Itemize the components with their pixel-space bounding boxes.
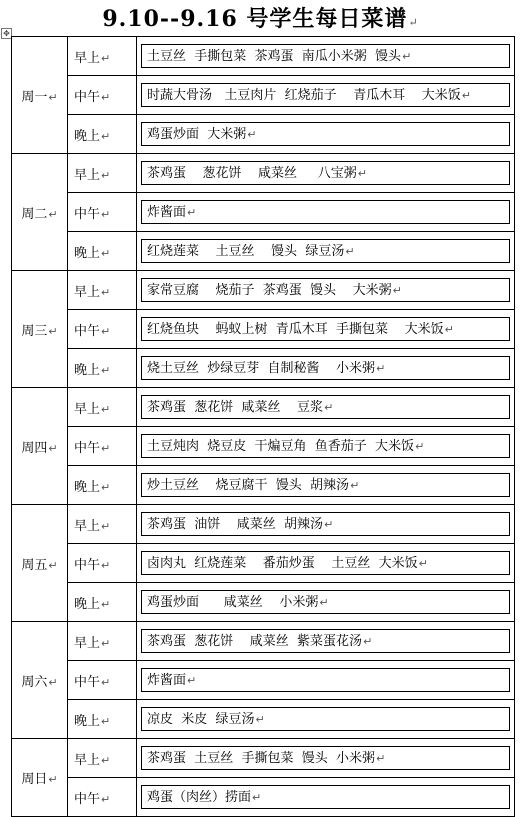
dishes-box <box>141 785 510 809</box>
table-row <box>12 310 515 349</box>
table-row <box>12 661 515 700</box>
paragraph-mark-icon: ↵ <box>48 324 58 338</box>
paragraph-mark-icon: ↵ <box>357 167 367 180</box>
paragraph-mark-icon: ↵ <box>101 246 111 260</box>
paragraph-mark-icon: ↵ <box>101 558 111 572</box>
move-anchor-icon[interactable]: ✥ <box>1 28 12 39</box>
paragraph-mark-icon: ↵ <box>48 558 58 572</box>
dishes-text: 茶鸡蛋 葱花饼 咸菜丝 八宝粥 <box>147 166 357 181</box>
paragraph-mark-icon: ↵ <box>187 674 197 687</box>
dishes-text: 卤肉丸 红烧莲菜 番茄炒蛋 土豆丝 大米饭 <box>147 556 418 571</box>
meal-cell <box>68 622 137 661</box>
meal-label: 晚上 <box>74 713 101 729</box>
page-title <box>0 4 521 38</box>
paragraph-mark-icon: ↵ <box>101 792 111 806</box>
day-label: 周一 <box>21 89 48 105</box>
dishes-cell <box>137 739 515 778</box>
dishes-cell <box>137 232 515 271</box>
paragraph-mark-icon: ↵ <box>101 207 111 221</box>
dishes-cell <box>137 700 515 739</box>
dishes-cell <box>137 505 515 544</box>
paragraph-mark-icon: ↵ <box>101 597 111 611</box>
meal-label: 早上 <box>74 50 101 66</box>
table-row <box>12 349 515 388</box>
dishes-text: 鸡蛋炒面 咸菜丝 小米粥 <box>147 595 319 610</box>
dishes-text: 家常豆腐 烧茄子 茶鸡蛋 馒头 大米粥 <box>147 283 392 298</box>
meal-cell <box>68 427 137 466</box>
dishes-box <box>141 551 510 575</box>
table-row <box>12 778 515 817</box>
paragraph-mark-icon: ↵ <box>48 675 58 689</box>
day-label: 周日 <box>21 772 48 787</box>
title-text: 9.10--9.16 号学生每日菜谱 <box>102 6 408 32</box>
day-label: 周六 <box>21 674 48 690</box>
paragraph-mark-icon: ↵ <box>461 89 471 102</box>
paragraph-mark-icon: ↵ <box>101 519 111 533</box>
dishes-cell <box>137 76 515 115</box>
dishes-box <box>141 278 510 302</box>
meal-label: 中午 <box>74 557 101 573</box>
dishes-cell <box>137 193 515 232</box>
paragraph-mark-icon: ↵ <box>101 441 111 455</box>
dishes-text: 炸酱面 <box>147 673 187 688</box>
meal-label: 早上 <box>74 518 101 534</box>
dishes-box <box>141 512 510 536</box>
paragraph-mark-icon: ↵ <box>418 557 428 570</box>
table-row <box>12 388 515 427</box>
day-cell <box>12 271 68 388</box>
dishes-cell <box>137 778 515 817</box>
dishes-text: 茶鸡蛋 油饼 咸菜丝 胡辣汤 <box>147 517 324 532</box>
day-label: 周二 <box>21 206 48 222</box>
paragraph-mark-icon: ↵ <box>247 128 257 141</box>
table-row <box>12 622 515 661</box>
dishes-box <box>141 122 510 146</box>
dishes-text: 茶鸡蛋 土豆丝 手撕包菜 馒头 小米粥 <box>147 751 376 766</box>
day-cell <box>12 154 68 271</box>
meal-label: 早上 <box>74 284 101 300</box>
dishes-text: 时蔬大骨汤 土豆肉片 红烧茄子 青瓜木耳 大米饭 <box>147 88 461 103</box>
table-row <box>12 544 515 583</box>
paragraph-mark-icon: ↵ <box>392 284 402 297</box>
paragraph-mark-icon: ↵ <box>101 402 111 416</box>
paragraph-mark-icon: ↵ <box>324 518 334 531</box>
meal-label: 晚上 <box>74 479 101 495</box>
paragraph-mark-icon: ↵ <box>376 362 386 375</box>
paragraph-mark-icon: ↵ <box>376 752 386 765</box>
paragraph-mark-icon: ↵ <box>101 363 111 377</box>
table-row <box>12 232 515 271</box>
dishes-text: 凉皮 米皮 绿豆汤 <box>147 712 255 727</box>
dishes-text: 红烧鱼块 蚂蚁上树 青瓜木耳 手撕包菜 大米饭 <box>147 322 444 337</box>
paragraph-mark-icon: ↵ <box>101 51 111 65</box>
meal-label: 中午 <box>74 674 101 690</box>
meal-cell <box>68 76 137 115</box>
table-row <box>12 76 515 115</box>
table-row <box>12 115 515 154</box>
dishes-cell <box>137 310 515 349</box>
meal-label: 中午 <box>74 323 101 339</box>
dishes-box <box>141 200 510 224</box>
day-cell <box>12 622 68 739</box>
dishes-cell <box>137 427 515 466</box>
dishes-box <box>141 161 510 185</box>
dishes-box <box>141 473 510 497</box>
paragraph-mark-icon: ↵ <box>187 206 197 219</box>
dishes-box <box>141 707 510 731</box>
dishes-cell <box>137 349 515 388</box>
paragraph-mark-icon: ↵ <box>402 50 412 63</box>
meal-cell <box>68 661 137 700</box>
dishes-box <box>141 434 510 458</box>
meal-cell <box>68 700 137 739</box>
dishes-box <box>141 44 510 68</box>
dishes-text: 鸡蛋炒面 大米粥 <box>147 127 247 142</box>
dishes-box <box>141 317 510 341</box>
meal-label: 早上 <box>74 752 101 768</box>
meal-label: 中午 <box>74 206 101 222</box>
meal-cell <box>68 466 137 505</box>
dishes-text: 茶鸡蛋 葱花饼 咸菜丝 紫菜蛋花汤 <box>147 634 363 649</box>
table-row <box>12 739 515 778</box>
day-cell <box>12 505 68 622</box>
dishes-text: 鸡蛋（肉丝）捞面 <box>147 790 252 805</box>
dishes-cell <box>137 622 515 661</box>
meal-label: 晚上 <box>74 245 101 261</box>
paragraph-mark-icon: ↵ <box>101 285 111 299</box>
dishes-box <box>141 590 510 614</box>
meal-cell <box>68 505 137 544</box>
day-label: 周四 <box>21 440 48 456</box>
dishes-text: 炸酱面 <box>147 205 187 220</box>
paragraph-mark-icon: ↵ <box>415 440 425 453</box>
meal-cell <box>68 349 137 388</box>
paragraph-mark-icon: ↵ <box>101 129 111 143</box>
meal-cell <box>68 544 137 583</box>
dishes-box <box>141 629 510 653</box>
paragraph-mark-icon: ↵ <box>101 753 111 767</box>
table-row <box>12 193 515 232</box>
dishes-text: 土豆炖肉 烧豆皮 干煸豆角 鱼香茄子 大米饭 <box>147 439 415 454</box>
dishes-cell <box>137 37 515 76</box>
paragraph-mark-icon: ↵ <box>255 713 265 726</box>
paragraph-mark-icon: ↵ <box>48 90 58 104</box>
paragraph-mark-icon: ↵ <box>324 401 334 414</box>
table-row <box>12 271 515 310</box>
paragraph-mark-icon: ↵ <box>48 207 58 221</box>
dishes-cell <box>137 544 515 583</box>
table-row <box>12 154 515 193</box>
meal-cell <box>68 583 137 622</box>
paragraph-mark-icon: ↵ <box>444 323 454 336</box>
day-cell <box>12 739 68 817</box>
meal-cell <box>68 271 137 310</box>
day-label: 周三 <box>21 323 48 339</box>
meal-cell <box>68 154 137 193</box>
meal-cell <box>68 232 137 271</box>
meal-cell <box>68 115 137 154</box>
paragraph-mark-icon: ↵ <box>48 441 58 455</box>
paragraph-mark-icon: ↵ <box>252 791 262 804</box>
meal-label: 中午 <box>74 791 101 807</box>
meal-label: 晚上 <box>74 362 101 378</box>
paragraph-mark-icon: ↵ <box>101 714 111 728</box>
dishes-cell <box>137 466 515 505</box>
dishes-box <box>141 356 510 380</box>
dishes-text: 茶鸡蛋 葱花饼 咸菜丝 豆浆 <box>147 400 324 415</box>
paragraph-mark-icon: ↵ <box>48 773 58 786</box>
paragraph-mark-icon: ↵ <box>101 636 111 650</box>
dishes-cell <box>137 271 515 310</box>
paragraph-mark-icon: ↵ <box>408 16 419 29</box>
paragraph-mark-icon: ↵ <box>319 596 329 609</box>
paragraph-mark-icon: ↵ <box>101 324 111 338</box>
paragraph-mark-icon: ↵ <box>101 675 111 689</box>
dishes-text: 烧土豆丝 炒绿豆芽 自制秘酱 小米粥 <box>147 361 376 376</box>
table-row <box>12 466 515 505</box>
meal-cell <box>68 388 137 427</box>
meal-label: 中午 <box>74 440 101 456</box>
dishes-cell <box>137 154 515 193</box>
paragraph-mark-icon: ↵ <box>101 168 111 182</box>
meal-label: 中午 <box>74 89 101 105</box>
dishes-box <box>141 668 510 692</box>
paragraph-mark-icon: ↵ <box>363 635 373 648</box>
meal-label: 早上 <box>74 401 101 417</box>
meal-cell <box>68 310 137 349</box>
dishes-cell <box>137 115 515 154</box>
paragraph-mark-icon: ↵ <box>101 480 111 494</box>
meal-cell <box>68 37 137 76</box>
day-label: 周五 <box>21 557 48 573</box>
table-row <box>12 427 515 466</box>
dishes-cell <box>137 388 515 427</box>
day-cell <box>12 388 68 505</box>
meal-cell <box>68 739 137 778</box>
dishes-text: 土豆丝 手撕包菜 茶鸡蛋 南瓜小米粥 馒头 <box>147 49 402 64</box>
dishes-box <box>141 746 510 770</box>
meal-cell <box>68 193 137 232</box>
table-row <box>12 37 515 76</box>
meal-label: 早上 <box>74 635 101 651</box>
dishes-box <box>141 83 510 107</box>
paragraph-mark-icon: ↵ <box>101 90 111 104</box>
menu-table-body <box>12 37 515 817</box>
day-cell <box>12 37 68 154</box>
meal-label: 晚上 <box>74 596 101 612</box>
dishes-box <box>141 239 510 263</box>
paragraph-mark-icon: ↵ <box>350 479 360 492</box>
table-row <box>12 505 515 544</box>
dishes-text: 红烧莲菜 土豆丝 馒头 绿豆汤 <box>147 244 345 259</box>
dishes-cell <box>137 661 515 700</box>
meal-label: 早上 <box>74 167 101 183</box>
meal-cell <box>68 778 137 817</box>
table-row <box>12 583 515 622</box>
menu-table <box>11 36 515 817</box>
dishes-text: 炒土豆丝 烧豆腐干 馒头 胡辣汤 <box>147 478 350 493</box>
dishes-box <box>141 395 510 419</box>
paragraph-mark-icon: ↵ <box>345 245 355 258</box>
table-row <box>12 700 515 739</box>
meal-label: 晚上 <box>74 128 101 144</box>
dishes-cell <box>137 583 515 622</box>
